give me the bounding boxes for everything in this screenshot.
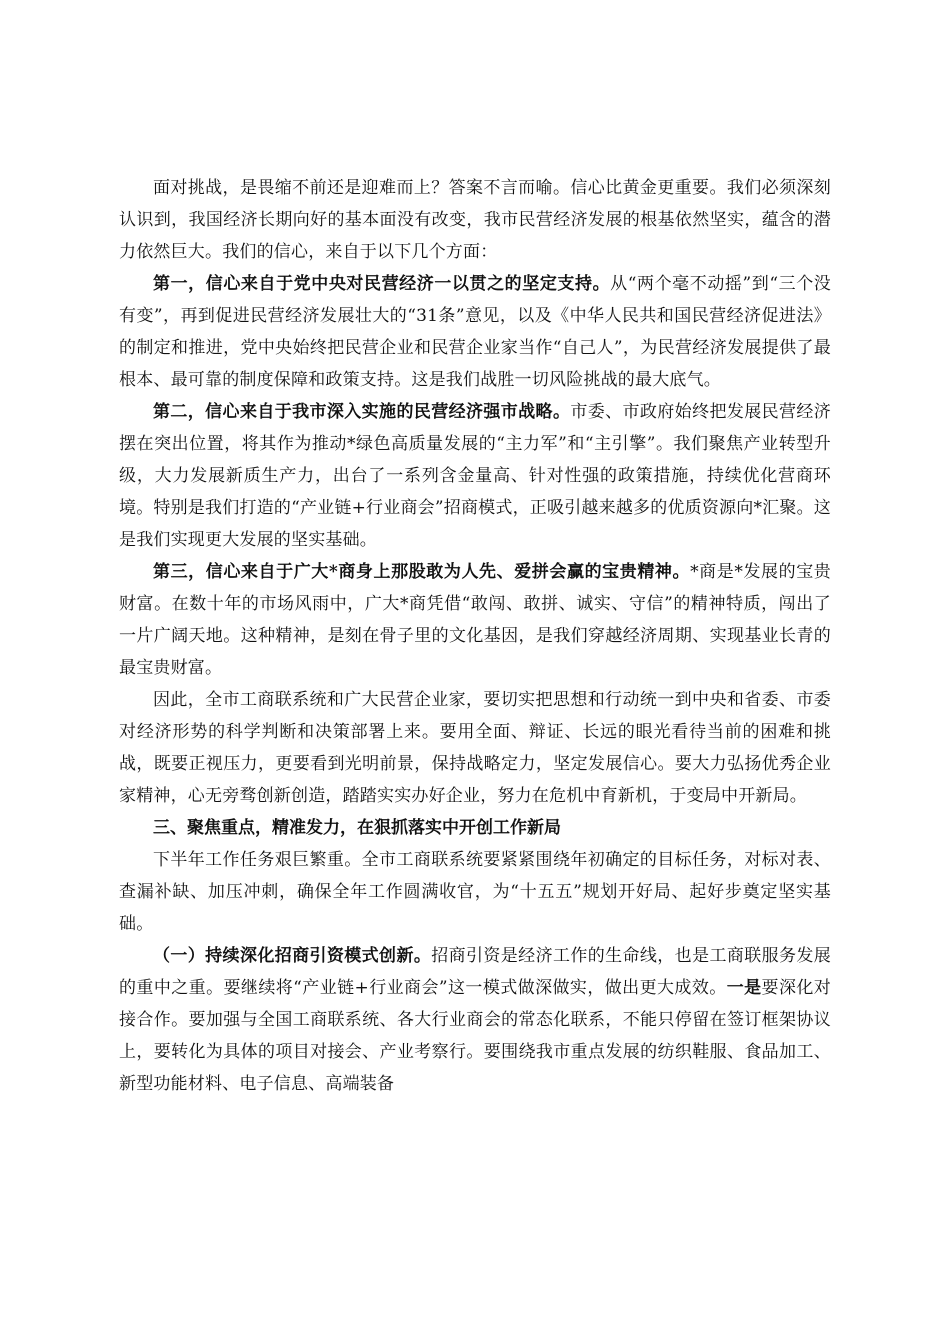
paragraph-lead: 第三，信心来自于广大*商身上那股敢为人先、爱拼会赢的宝贵精神。 [153,562,691,582]
paragraph-lead: 第一，信心来自于党中央对民营经济一以贯之的坚定支持。 [153,274,611,294]
paragraph-text: 面对挑战，是畏缩不前还是迎难而上？答案不言而喻。信心比黄金更重要。我们必须深刻认识到，我国经济长期向好的基本面没有改变，我市民营经济发展的根基依然坚实，蕴含的潜力依然巨大。我们的信心，来自于以下几个方面： [119,178,831,262]
paragraph-text: 招商引资是经济工作的生命线，也是工商联服务发展的重中之重。要继续将“产业链+行业商会”这一模式做深做实，做出更大成效。 [119,946,831,998]
paragraph-first-confidence [119,268,831,396]
paragraph-investment-innovation [119,940,831,1100]
heading-text: 三、聚焦重点，精准发力，在狠抓落实中开创工作新局 [153,818,561,838]
paragraph-text: 要深化对接合作。要加强与全国工商联系统、各大行业商会的常态化联系，不能只停留在签订框架协议上，要转化为具体的项目对接会、产业考察行。要围绕我市重点发展的纺织鞋服、食品加工、新型功能材料、电子信息、高端装备 [119,978,831,1094]
paragraph-sublead: 一是 [726,978,762,998]
paragraph-second-confidence [119,396,831,556]
paragraph-text: 从“两个毫不动摇”到“三个没有变”，再到促进民营经济发展壮大的“31条”意见，以及《中华人民共和国民营经济促进法》的制定和推进，党中央始终把民营企业和民营企业家当作“自己人”，为民营经济发展提供了最根本、最可靠的制度保障和政策支持。这是我们战胜一切风险挑战的最大底气。 [119,274,832,390]
paragraph-text: 因此，全市工商联系统和广大民营企业家，要切实把思想和行动统一到中央和省委、市委对经济形势的科学判断和决策部署上来。要用全面、辩证、长远的眼光看待当前的困难和挑战，既要正视压力，更要看到光明前景，保持战略定力，坚定发展信心。要大力弘扬优秀企业家精神，心无旁骛创新创造，踏踏实实办好企业，努力在危机中育新机，于变局中开新局。 [119,690,831,806]
paragraph-therefore [119,684,831,812]
paragraph-third-confidence [119,556,831,684]
paragraph-intro [119,172,831,268]
paragraph-lead: （一）持续深化招商引资模式创新。 [153,946,432,966]
paragraph-lead: 第二，信心来自于我市深入实施的民营经济强市战略。 [153,402,571,422]
paragraph-text: 市委、市政府始终把发展民营经济摆在突出位置，将其作为推动*绿色高质量发展的“主力军”和“主引擎”。我们聚焦产业转型升级，大力发展新质生产力，出台了一系列含金量高、针对性强的政策措施，持续优化营商环境。特别是我们打造的“产业链+行业商会”招商模式，正吸引越来越多的优质资源向*汇聚。这是我们实现更大发展的坚实基础。 [119,402,831,550]
paragraph-second-half-tasks [119,844,831,940]
document-page [119,172,831,1100]
paragraph-text: 下半年工作任务艰巨繁重。全市工商联系统要紧紧围绕年初确定的目标任务，对标对表、查漏补缺、加压冲刺，确保全年工作圆满收官，为“十五五”规划开好局、起好步奠定坚实基础。 [119,850,831,934]
section-heading-three [119,812,831,844]
paragraph-text: *商是*发展的宝贵财富。在数十年的市场风雨中，广大*商凭借“敢闯、敢拼、诚实、守信”的精神特质，闯出了一片广阔天地。这种精神，是刻在骨子里的文化基因，是我们穿越经济周期、实现基业长青的最宝贵财富。 [119,562,831,678]
